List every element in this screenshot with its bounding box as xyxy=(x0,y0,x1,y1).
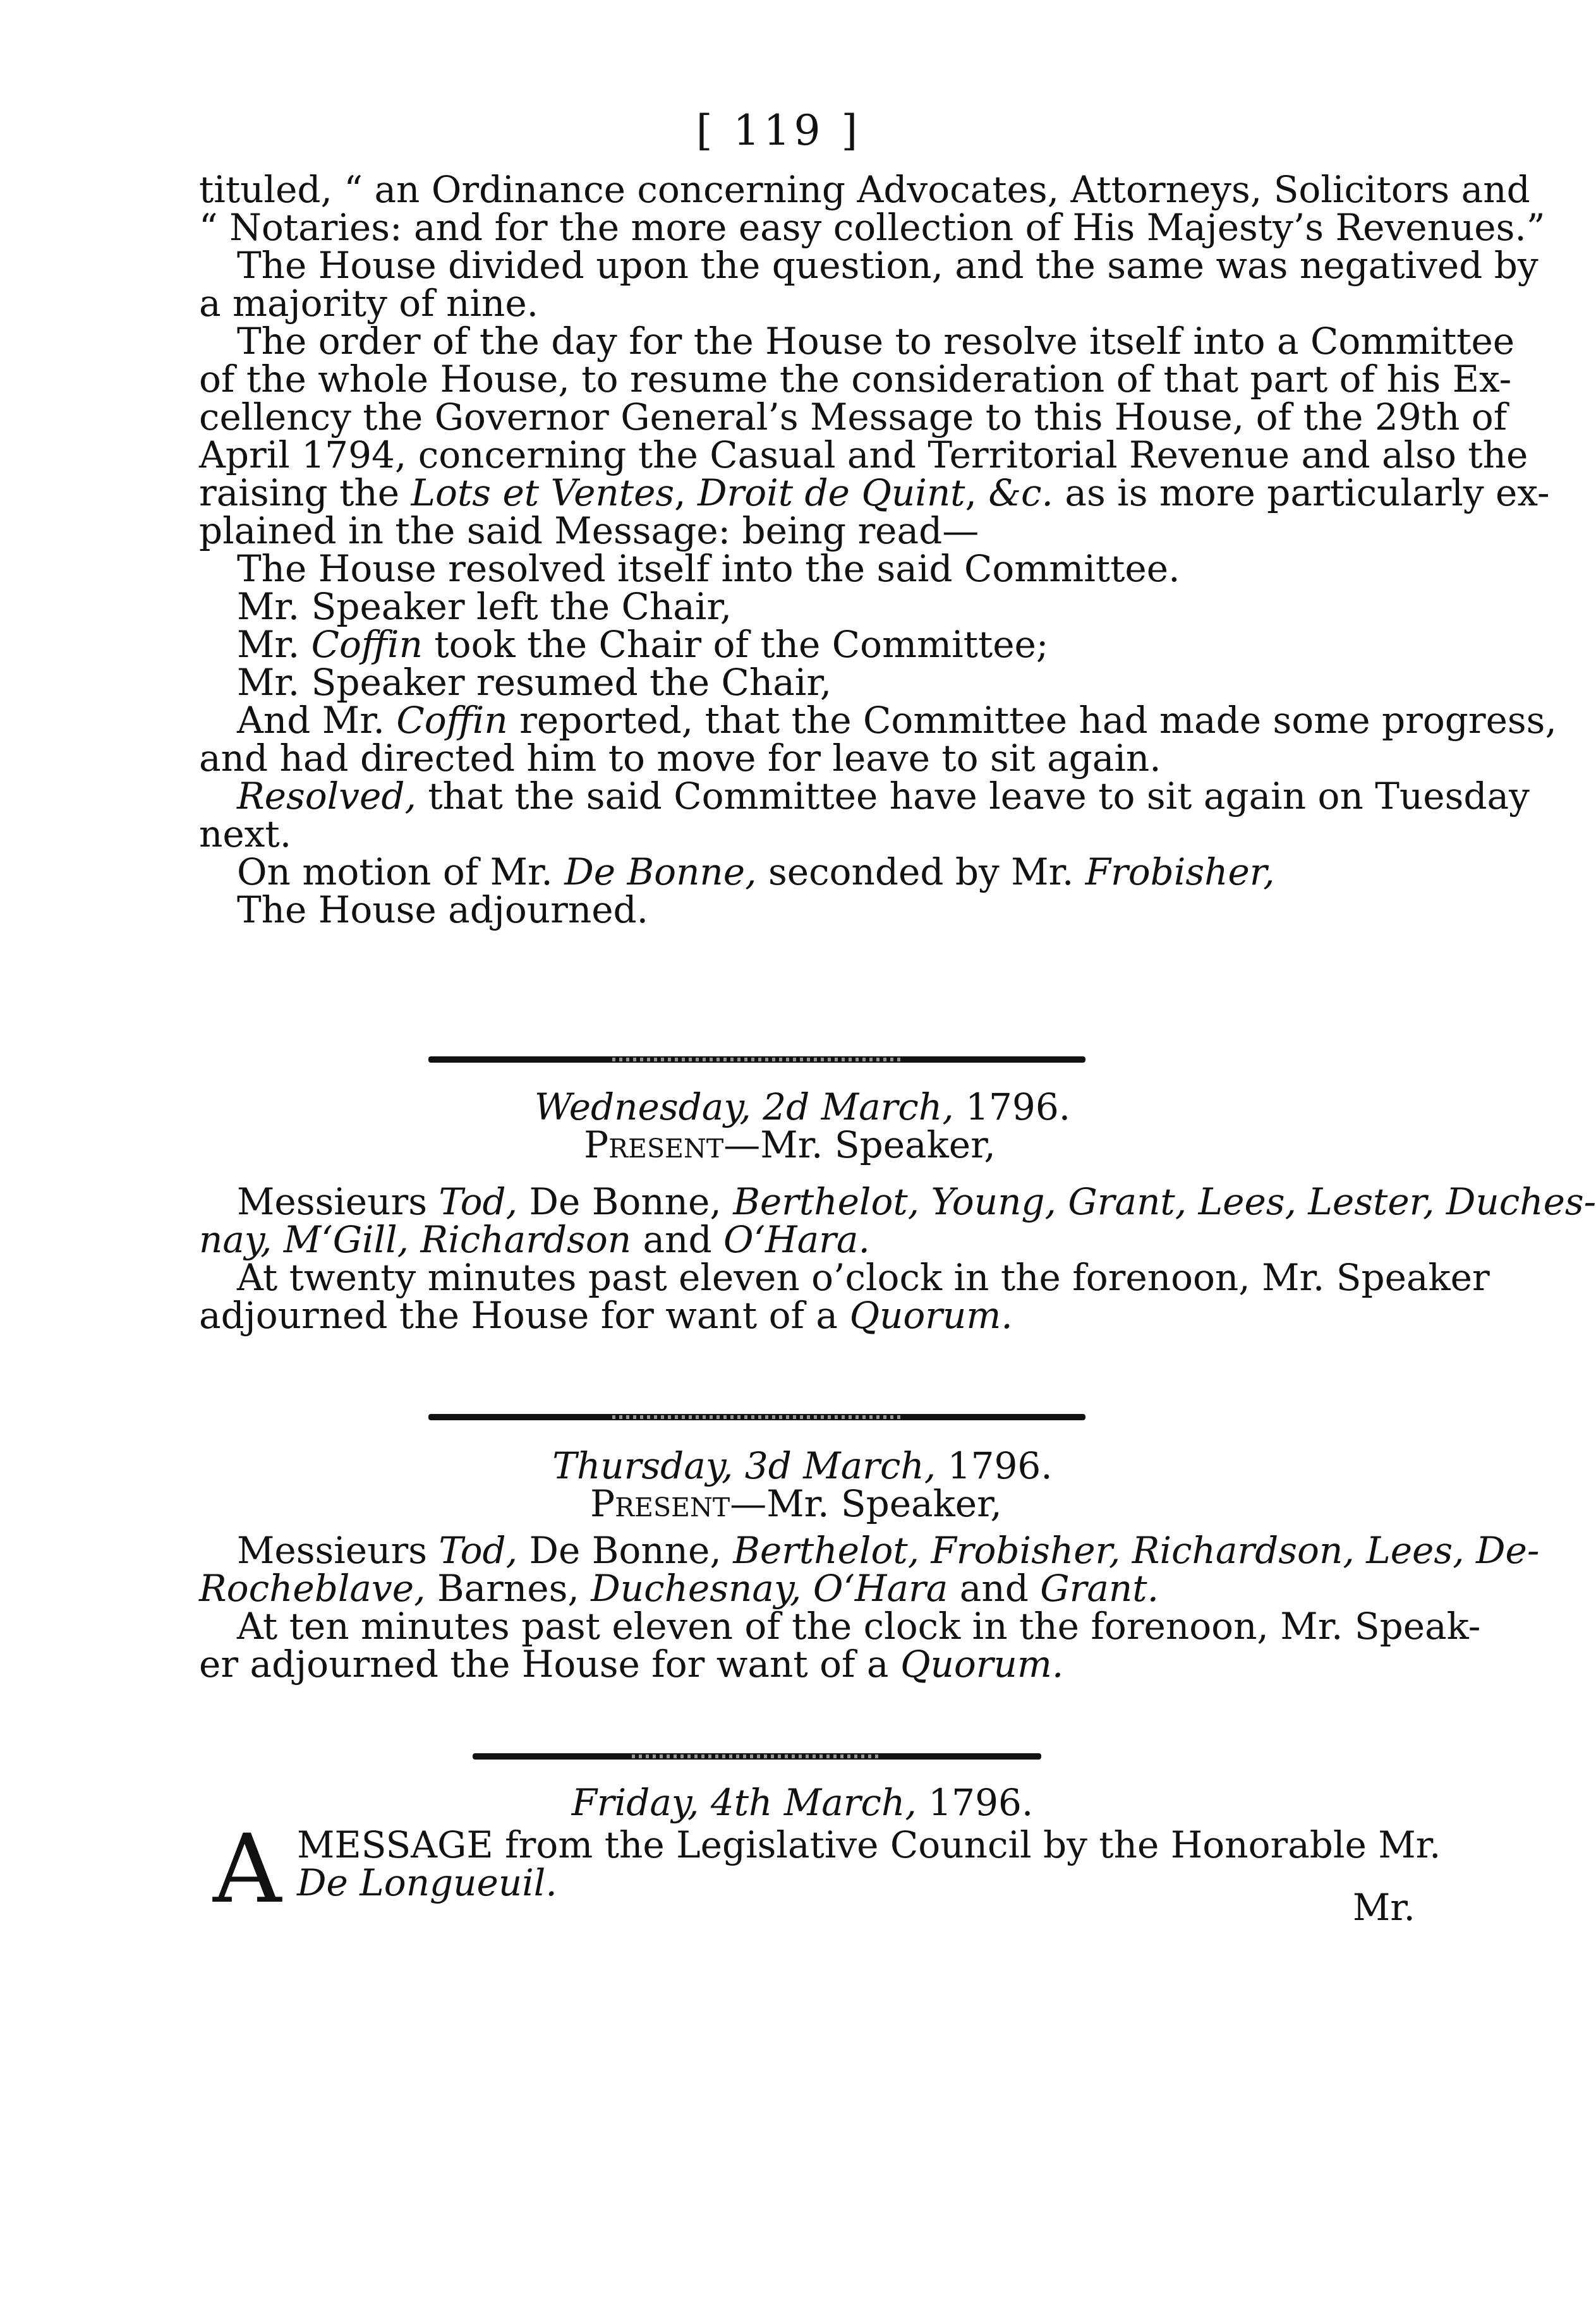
present-line: Present—Mr. Speaker, xyxy=(590,1482,1002,1525)
text-line: adjourned the House for want of a Quorum. xyxy=(199,1294,1013,1337)
text-line: er adjourned the House for want of a Quorum. xyxy=(199,1643,1064,1686)
entry-wednesday xyxy=(199,1085,1596,1337)
text-line: At ten minutes past eleven of the clock in the forenoon, Mr. Speak- xyxy=(237,1605,1481,1648)
section-divider xyxy=(428,1414,1085,1420)
entry-date: Wednesday, 2d March, 1796. xyxy=(534,1085,1071,1128)
section-divider xyxy=(473,1753,1041,1760)
text-line: And Mr. Coffin reported, that the Committee had made some progress, xyxy=(237,699,1557,742)
text-line: of the whole House, to resume the consideration of that part of his Ex- xyxy=(199,358,1512,401)
text-line: MESSAGE from the Legislative Council by the Honorable Mr. xyxy=(297,1823,1441,1866)
members-line: Messieurs Tod, De Bonne, Berthelot, Young, Grant, Lees, Lester, Duches- xyxy=(237,1180,1596,1223)
catchword: Mr. xyxy=(1352,1886,1415,1929)
text-line: plained in the said Message: being read— xyxy=(199,509,979,552)
text-line: and had directed him to move for leave to sit again. xyxy=(199,737,1161,780)
text-line: On motion of Mr. De Bonne, seconded by Mr. Frobisher, xyxy=(237,850,1275,893)
entry-date: Friday, 4th March, 1796. xyxy=(571,1781,1034,1824)
text-line: raising the Lots et Ventes, Droit de Quint, &c. as is more particularly ex- xyxy=(199,471,1550,514)
text-line: cellency the Governor General’s Message to this House, of the 29th of xyxy=(199,396,1508,438)
text-line: Resolved, that the said Committee have leave to sit again on Tuesday xyxy=(237,775,1530,818)
page-number: [ 119 ] xyxy=(696,106,862,155)
proceedings-text xyxy=(199,168,1557,931)
text-line: The House divided upon the question, and the same was negatived by xyxy=(237,244,1539,287)
text-line: The order of the day for the House to resolve itself into a Committee xyxy=(237,320,1515,363)
entry-date: Thursday, 3d March, 1796. xyxy=(552,1444,1053,1487)
section-divider xyxy=(428,1056,1085,1063)
text-line: The House adjourned. xyxy=(237,888,649,931)
entry-friday-date xyxy=(199,1781,1406,1824)
members-line: nay, M‘Gill, Richardson and O‘Hara. xyxy=(199,1218,870,1261)
members-line: Rocheblave, Barnes, Duchesnay, O‘Hara and Grant. xyxy=(199,1567,1159,1610)
text-line: Mr. Speaker resumed the Chair, xyxy=(237,661,832,704)
text-line: next. xyxy=(199,812,292,855)
text-line: April 1794, concerning the Casual and Territorial Revenue and also the xyxy=(199,433,1528,476)
members-line: Messieurs Tod, De Bonne, Berthelot, Frobisher, Richardson, Lees, De- xyxy=(237,1529,1540,1572)
text-line: a majority of nine. xyxy=(199,282,539,325)
drop-cap: A xyxy=(213,1815,282,1924)
present-line: Present—Mr. Speaker, xyxy=(584,1123,996,1166)
text-line: “ Notaries: and for the more easy collection of His Majesty’s Revenues.” xyxy=(199,206,1545,249)
text-line: The House resolved itself into the said Committee. xyxy=(237,547,1180,590)
text-line: De Longueuil. xyxy=(297,1861,557,1904)
text-line: tituled, “ an Ordinance concerning Advocates, Attorneys, Solicitors and xyxy=(199,168,1530,211)
text-line: Mr. Coffin took the Chair of the Committee; xyxy=(237,623,1049,666)
entry-friday xyxy=(199,1815,1441,1924)
text-line: At twenty minutes past eleven o’clock in the forenoon, Mr. Speaker xyxy=(237,1256,1490,1299)
entry-thursday xyxy=(199,1444,1540,1686)
text-line: Mr. Speaker left the Chair, xyxy=(237,585,732,628)
